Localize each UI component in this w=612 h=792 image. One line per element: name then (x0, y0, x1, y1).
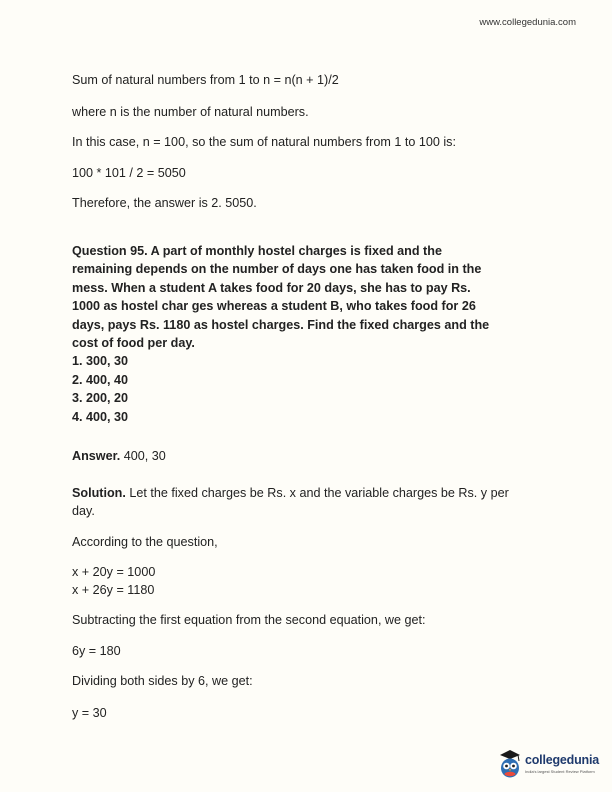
solution-text (72, 484, 532, 520)
logo-name: collegedunia (525, 753, 600, 767)
question-line: 1000 as hostel char ges whereas a student B, who takes food for 26 (72, 299, 476, 314)
solution-label: Solution. (72, 486, 126, 500)
option-2: 2. 400, 40 (72, 372, 129, 387)
question-block (72, 242, 548, 426)
question-line: mess. When a student A takes food for 20 days, she has to pay Rs. (72, 280, 471, 295)
question-line: Question 95. A part of monthly hostel charges is fixed and the (72, 244, 442, 258)
question-line: remaining depends on the number of days one has taken food in the (72, 262, 482, 277)
option-4: 4. 400, 30 (72, 409, 129, 424)
therefore-line: Therefore, the answer is 2. 5050. (72, 196, 257, 210)
answer-label: Answer. (72, 449, 121, 463)
where-line: where n is the number of natural numbers. (72, 105, 309, 119)
option-1: 1. 300, 30 (72, 354, 129, 369)
answer-line (72, 447, 166, 465)
answer-value: 400, 30 (123, 449, 166, 463)
collegedunia-logo[interactable] (497, 747, 601, 779)
according-line: According to the question, (72, 535, 218, 549)
solution-body: Let the fixed charges be Rs. x and the variable charges be Rs. y per day. (72, 486, 509, 518)
result-1: 6y = 180 (72, 644, 121, 658)
logo-tagline: India's largest Student Review Platform (525, 769, 595, 774)
dividing-line: Dividing both sides by 6, we get: (72, 674, 253, 688)
calc-line: 100 * 101 / 2 = 5050 (72, 166, 186, 180)
subtracting-line: Subtracting the first equation from the second equation, we get: (72, 613, 426, 627)
result-2: y = 30 (72, 706, 107, 720)
site-url[interactable]: www.collegedunia.com (479, 17, 576, 28)
option-3: 3. 200, 20 (72, 391, 129, 406)
case-line: In this case, n = 100, so the sum of natural numbers from 1 to 100 is: (72, 135, 456, 149)
formula-line: Sum of natural numbers from 1 to n = n(n + 1)/2 (72, 73, 339, 87)
question-line: days, pays Rs. 1180 as hostel charges. Find the fixed charges and the (72, 317, 490, 332)
equation-2: x + 26y = 1180 (72, 583, 155, 597)
question-line: cost of food per day. (72, 336, 195, 351)
equation-1: x + 20y = 1000 (72, 565, 156, 579)
owl-icon (497, 749, 523, 779)
